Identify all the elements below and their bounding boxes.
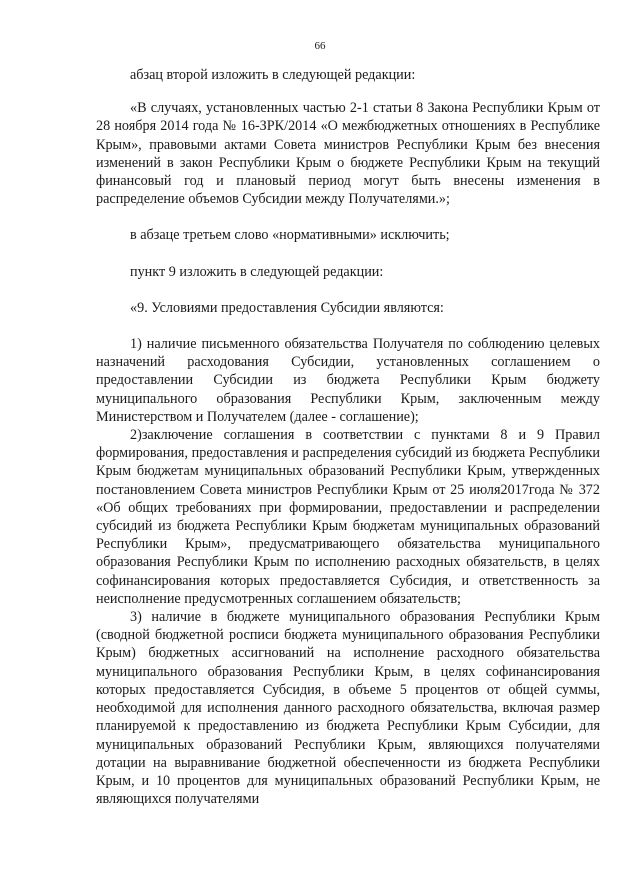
paragraph-point-9-intro: пункт 9 изложить в следующей редакции: [130,263,384,280]
paragraph-point-9-title: «9. Условиями предоставления Субсидии являются: [130,299,444,316]
paragraph-condition-2: 2)заключение соглашения в соответствии с пунктами 8 и 9 Правил формирования, предоставления и распределения субсидий из бюджета Республики Крым бюджетам муниципальных образований Республики Крым, утвержденных постановлением Совета министров Республики Крым от 25 июля2017года № 372 «Об общих требованиях при формировании, предоставлении и распределении субсидий из бюджета Республики Крым бюджетам муниципальных образований Республики Крым», предусматривающего обязательства муниципального образования Республики Крым по исполнению расходных обязательств, в целях софинансирования которых предоставляется Субсидия, и ответственность за неисполнение предусмотренных соглашением обязательств; [96,427,600,607]
page-number: 66 [314,40,326,52]
paragraph-amend-third: в абзаце третьем слово «нормативными» исключить; [130,227,450,244]
paragraph-amend-second: абзац второй изложить в следующей редакции: [130,67,416,83]
document-body [96,66,600,808]
paragraph-quoted-amendment: «В случаях, установленных частью 2-1 статьи 8 Закона Республики Крым от 28 ноября 2014 года № 16-ЗРК/2014 «О межбюджетных отношениях в Республике Крым», правовыми актами Совета министров Республики Крым без внесения изменений в закон Республики Крым о бюджете Республики Крым на текущий финансовый год и плановый период могут быть внесены изменения в распределение объемов Субсидии между Получателями.»; [96,100,600,208]
paragraph-condition-3: 3) наличие в бюджете муниципального образования Республики Крым (сводной бюджетной росписи бюджета муниципального образования Республики Крым) бюджетных ассигнований на исполнение расходного обязательства муниципального образования Республики Крым, в целях софинансирования которых предоставляется Субсидия, в объеме 5 процентов от общей суммы, необходимой для исполнения данного расходного обязательства, включая размер планируемой к предоставлению из бюджета Республики Крым Субсидии, для муниципальных образований Республики Крым, являющихся получателями дотации на выравнивание бюджетной обеспеченности из бюджета Республики Крым, и 10 процентов для муниципальных образований Республики Крым, не являющихся получателями [96,609,600,808]
paragraph-condition-1: 1) наличие письменного обязательства Получателя по соблюдению целевых назначений расходования Субсидии, установленных соглашением о предоставлении Субсидии из бюджета Республики Крым бюджету муниципального образования Республики Крым, заключенным между Министерством и Получателем (далее - соглашение); [96,336,600,425]
